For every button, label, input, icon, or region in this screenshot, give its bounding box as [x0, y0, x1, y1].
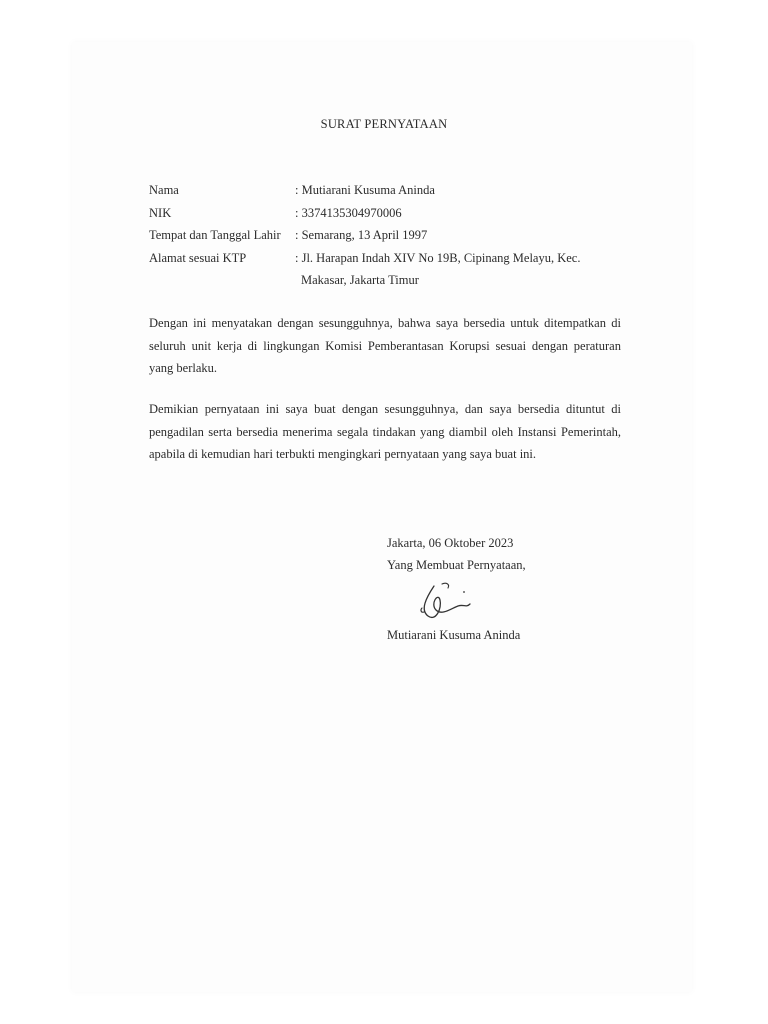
identity-label: Nama	[149, 183, 179, 197]
signature-icon	[412, 578, 482, 626]
signer-name: Mutiarani Kusuma Aninda	[387, 628, 521, 642]
place-date: Jakarta, 06 Oktober 2023	[387, 536, 514, 550]
maker-label: Yang Membuat Pernyataan,	[387, 558, 526, 572]
document-title: SURAT PERNYATAAN	[320, 117, 448, 131]
identity-value: : Jl. Harapan Indah XIV No 19B, Cipinang Melayu, Kec.	[295, 250, 581, 265]
identity-block	[149, 183, 580, 296]
identity-label-spacer	[149, 273, 295, 296]
identity-value: : Semarang, 13 April 1997	[295, 228, 428, 242]
identity-row-address	[149, 251, 580, 274]
identity-label: Alamat sesuai KTP	[149, 250, 247, 265]
closing-paragraph: Demikian pernyataan ini saya buat dengan sesungguhnya, dan saya bersedia dituntut di pengadilan serta bersedia menerima segala tindakan yang diambil oleh Instansi Pemerintah, apabila di kemudian hari terbukti mengingkari pernyataan yang saya buat ini.	[149, 402, 621, 461]
identity-row-birth	[149, 228, 580, 251]
identity-label: NIK	[149, 205, 172, 220]
identity-value: : 3374135304970006	[295, 205, 402, 220]
identity-label: Tempat dan Tanggal Lahir	[149, 228, 281, 242]
identity-value-continued: Makasar, Jakarta Timur	[301, 273, 419, 287]
identity-value: : Mutiarani Kusuma Aninda	[295, 183, 435, 197]
identity-row-nama	[149, 183, 580, 206]
statement-paragraph: Dengan ini menyatakan dengan sesungguhnya, bahwa saya bersedia untuk ditempatkan di seluruh unit kerja di lingkungan Komisi Pemberantasan Korupsi sesuai dengan peraturan yang berlaku.	[149, 316, 621, 375]
identity-row-address-cont	[149, 273, 580, 296]
identity-row-nik	[149, 206, 580, 229]
